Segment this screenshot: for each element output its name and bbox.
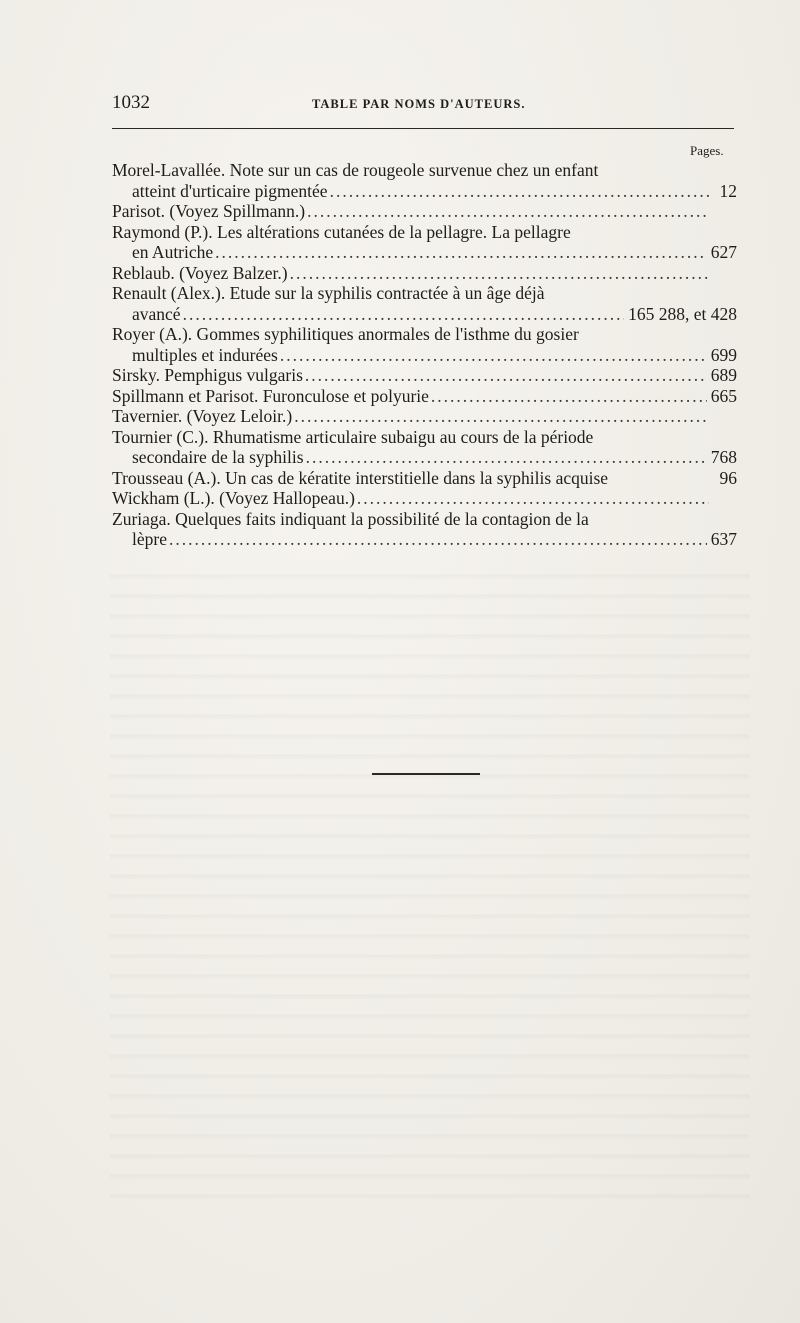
entry-text-line: Royer (A.). Gommes syphilitiques anormales de l'isthme du gosier xyxy=(112,324,579,344)
entry-leader-line xyxy=(112,242,737,263)
dot-leader xyxy=(306,447,707,468)
page-reference: 96 xyxy=(719,467,737,488)
entry-text-line: Tavernier. (Voyez Leloir.) xyxy=(112,406,293,426)
entry-leader-line xyxy=(112,447,737,468)
entry-text-line: Reblaub. (Voyez Balzer.) xyxy=(112,262,288,283)
dot-leader xyxy=(431,386,707,407)
dot-leader xyxy=(305,365,707,386)
page-header xyxy=(112,92,734,120)
entry-text-line: lèpre xyxy=(132,529,167,549)
page-number: 1032 xyxy=(112,92,150,113)
dot-leader xyxy=(215,242,707,263)
dot-leader xyxy=(183,304,625,325)
entry-text-line: Raymond (P.). Les altérations cutanées de la pellagre. La pellagre xyxy=(112,221,571,242)
index-entry xyxy=(112,406,737,427)
entry-text-line: en Autriche xyxy=(132,242,214,262)
dot-leader xyxy=(330,181,709,202)
entry-leader-line xyxy=(112,468,737,489)
entry-text-line: Tournier (C.). Rhumatisme articulaire subaigu au cours de la période xyxy=(112,426,594,447)
author-index-list xyxy=(112,160,737,550)
index-entry xyxy=(112,488,737,509)
pages-column-label: Pages. xyxy=(690,143,724,158)
page-reference: 165 288, et 428 xyxy=(628,303,737,324)
page-reference: 689 xyxy=(710,365,737,385)
entry-leader-line xyxy=(112,365,737,386)
dot-leader xyxy=(280,345,707,366)
entry-leader-line xyxy=(112,345,737,366)
entry-leader-line xyxy=(112,529,737,550)
dot-leader xyxy=(307,201,709,222)
page-reference: 768 xyxy=(710,447,737,467)
show-through-texture xyxy=(110,560,750,1200)
index-entry xyxy=(112,324,737,365)
entry-text-line: Wickham (L.). (Voyez Hallopeau.) xyxy=(112,488,355,508)
page-reference: 637 xyxy=(710,529,737,549)
dot-leader xyxy=(294,406,709,427)
entry-leader-line xyxy=(112,304,737,325)
running-head: TABLE PAR NOMS D'AUTEURS. xyxy=(312,97,526,111)
entry-text-line: secondaire de la syphilis xyxy=(132,447,304,467)
index-entry xyxy=(112,509,737,550)
entry-text-line: multiples et indurées xyxy=(132,344,278,365)
dot-leader xyxy=(169,529,707,550)
index-entry xyxy=(112,427,737,468)
index-entry xyxy=(112,386,737,407)
entry-text-line: Renault (Alex.). Etude sur la syphilis contractée à un âge déjà xyxy=(112,283,545,303)
page-reference: 699 xyxy=(710,344,737,365)
entry-text-line: avancé xyxy=(132,303,181,324)
entry-leader-line xyxy=(112,406,737,427)
index-entry xyxy=(112,468,737,489)
entry-text-line: Sirsky. Pemphigus vulgaris xyxy=(112,365,303,385)
entry-text-line: Spillmann et Parisot. Furonculose et polyurie xyxy=(112,385,429,406)
page-reference: 12 xyxy=(719,180,737,201)
index-entry xyxy=(112,160,737,201)
dot-leader xyxy=(290,263,709,284)
entry-text-line: Trousseau (A.). Un cas de kératite interstitielle dans la syphilis acquise xyxy=(112,467,609,488)
entry-leader-line xyxy=(112,181,737,202)
entry-text-line: atteint d'urticaire pigmentée xyxy=(132,180,328,201)
page-reference: 665 xyxy=(710,385,737,406)
index-entry xyxy=(112,365,737,386)
dot-leader xyxy=(357,488,709,509)
entry-text-line: Parisot. (Voyez Spillmann.) xyxy=(112,201,306,221)
entry-leader-line xyxy=(112,201,737,222)
page-reference: 627 xyxy=(710,242,737,262)
entry-leader-line xyxy=(112,386,737,407)
index-entry xyxy=(112,222,737,263)
entry-text-line: Morel-Lavallée. Note sur un cas de rougeole survenue chez un enfant xyxy=(112,160,599,180)
end-rule xyxy=(372,773,480,775)
entry-leader-line xyxy=(112,488,737,509)
index-entry xyxy=(112,283,737,324)
entry-text-line: Zuriaga. Quelques faits indiquant la possibilité de la contagion de la xyxy=(112,508,589,529)
header-rule xyxy=(112,128,734,129)
index-entry xyxy=(112,201,737,222)
entry-leader-line xyxy=(112,263,737,284)
index-entry xyxy=(112,263,737,284)
